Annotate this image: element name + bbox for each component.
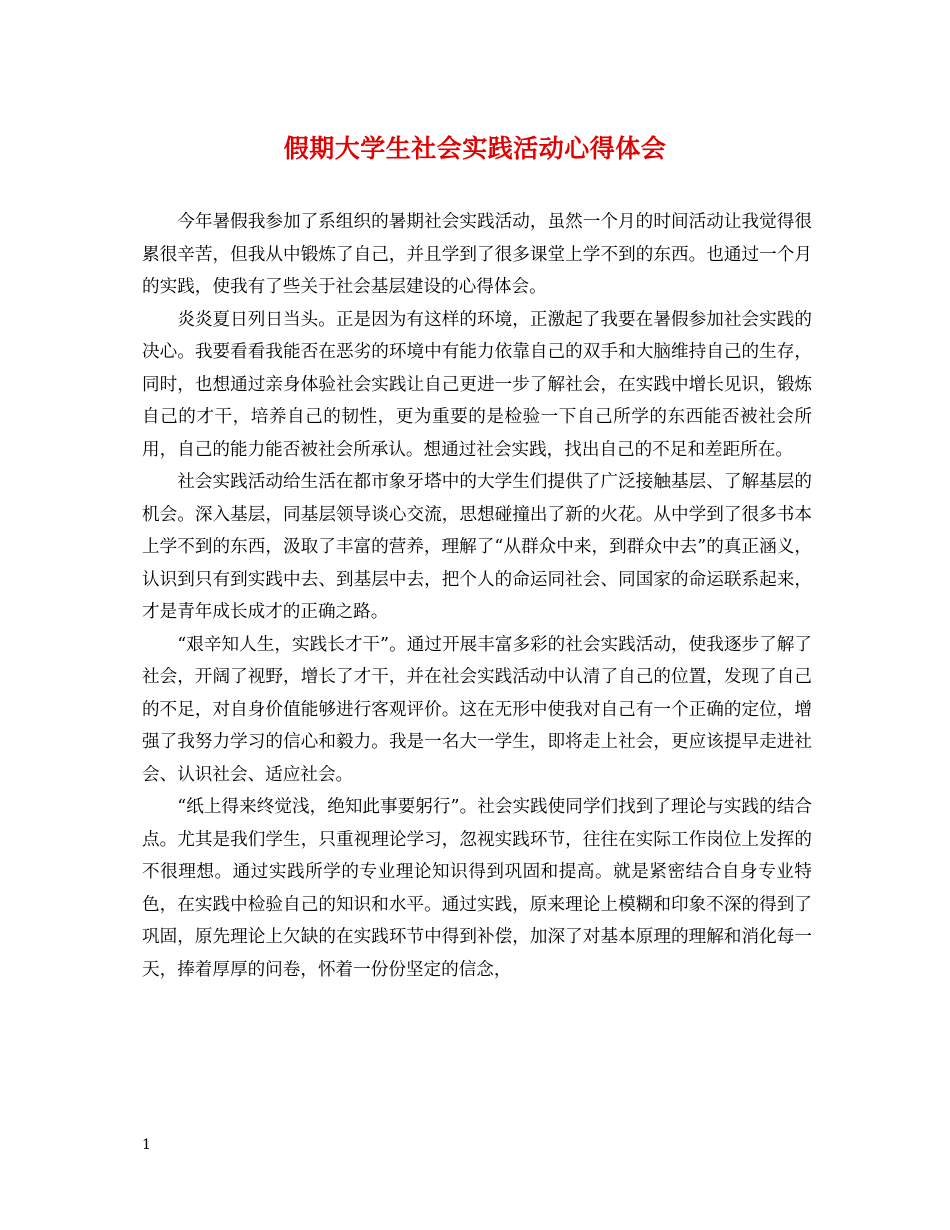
document-body — [142, 206, 812, 986]
paragraph-1: 今年暑假我参加了系组织的暑期社会实践活动，虽然一个月的时间活动让我觉得很累很辛苦，但我从中锻炼了自己，并且学到了很多课堂上学不到的东西。也通过一个月的实践，使我有了些关于社会基层建设的心得体会。 — [142, 212, 812, 297]
paragraph-2: 炎炎夏日列日当头。正是因为有这样的环境，正激起了我要在暑假参加社会实践的决心。我要看看我能否在恶劣的环境中有能力依靠自己的双手和大脑维持自己的生存，同时，也想通过亲身体验社会实践让自己更进一步了解社会，在实践中增长见识，锻炼自己的才干，培养自己的韧性，更为重要的是检验一下自己所学的东西能否被社会所用，自己的能力能否被社会所承认。想通过社会实践，找出自己的不足和差距所在。 — [142, 309, 812, 460]
paragraph-5: “纸上得来终觉浅，绝知此事要躬行”。社会实践使同学们找到了理论与实践的结合点。尤其是我们学生，只重视理论学习，忽视实践环节，往往在实际工作岗位上发挥的不很理想。通过实践所学的专业理论知识得到巩固和提高。就是紧密结合自身专业特色，在实践中检验自己的知识和水平。通过实践，原来理论上模糊和印象不深的得到了巩固，原先理论上欠缺的在实践环节中得到补偿，加深了对基本原理的理解和消化每一天，捧着厚厚的问卷，怀着一份份坚定的信念， — [142, 797, 812, 980]
paragraph-4: “艰辛知人生，实践长才干”。通过开展丰富多彩的社会实践活动，使我逐步了解了社会，开阔了视野，增长了才干，并在社会实践活动中认清了自己的位置，发现了自己的不足，对自身价值能够进行客观评价。这在无形中使我对自己有一个正确的定位，增强了我努力学习的信心和毅力。我是一名大一学生，即将走上社会，更应该提早走进社会、认识社会、适应社会。 — [142, 634, 812, 785]
page-number: 1 — [142, 1137, 151, 1153]
paragraph-3: 社会实践活动给生活在都市象牙塔中的大学生们提供了广泛接触基层、了解基层的机会。深入基层，同基层领导谈心交流，思想碰撞出了新的火花。从中学到了很多书本上学不到的东西，汲取了丰富的营养，理解了“从群众中来，到群众中去”的真正涵义，认识到只有到实践中去、到基层中去，把个人的命运同社会、同国家的命运联系起来，才是青年成长成才的正确之路。 — [142, 472, 812, 622]
document-title: 假期大学生社会实践活动心得体会 — [283, 134, 667, 163]
